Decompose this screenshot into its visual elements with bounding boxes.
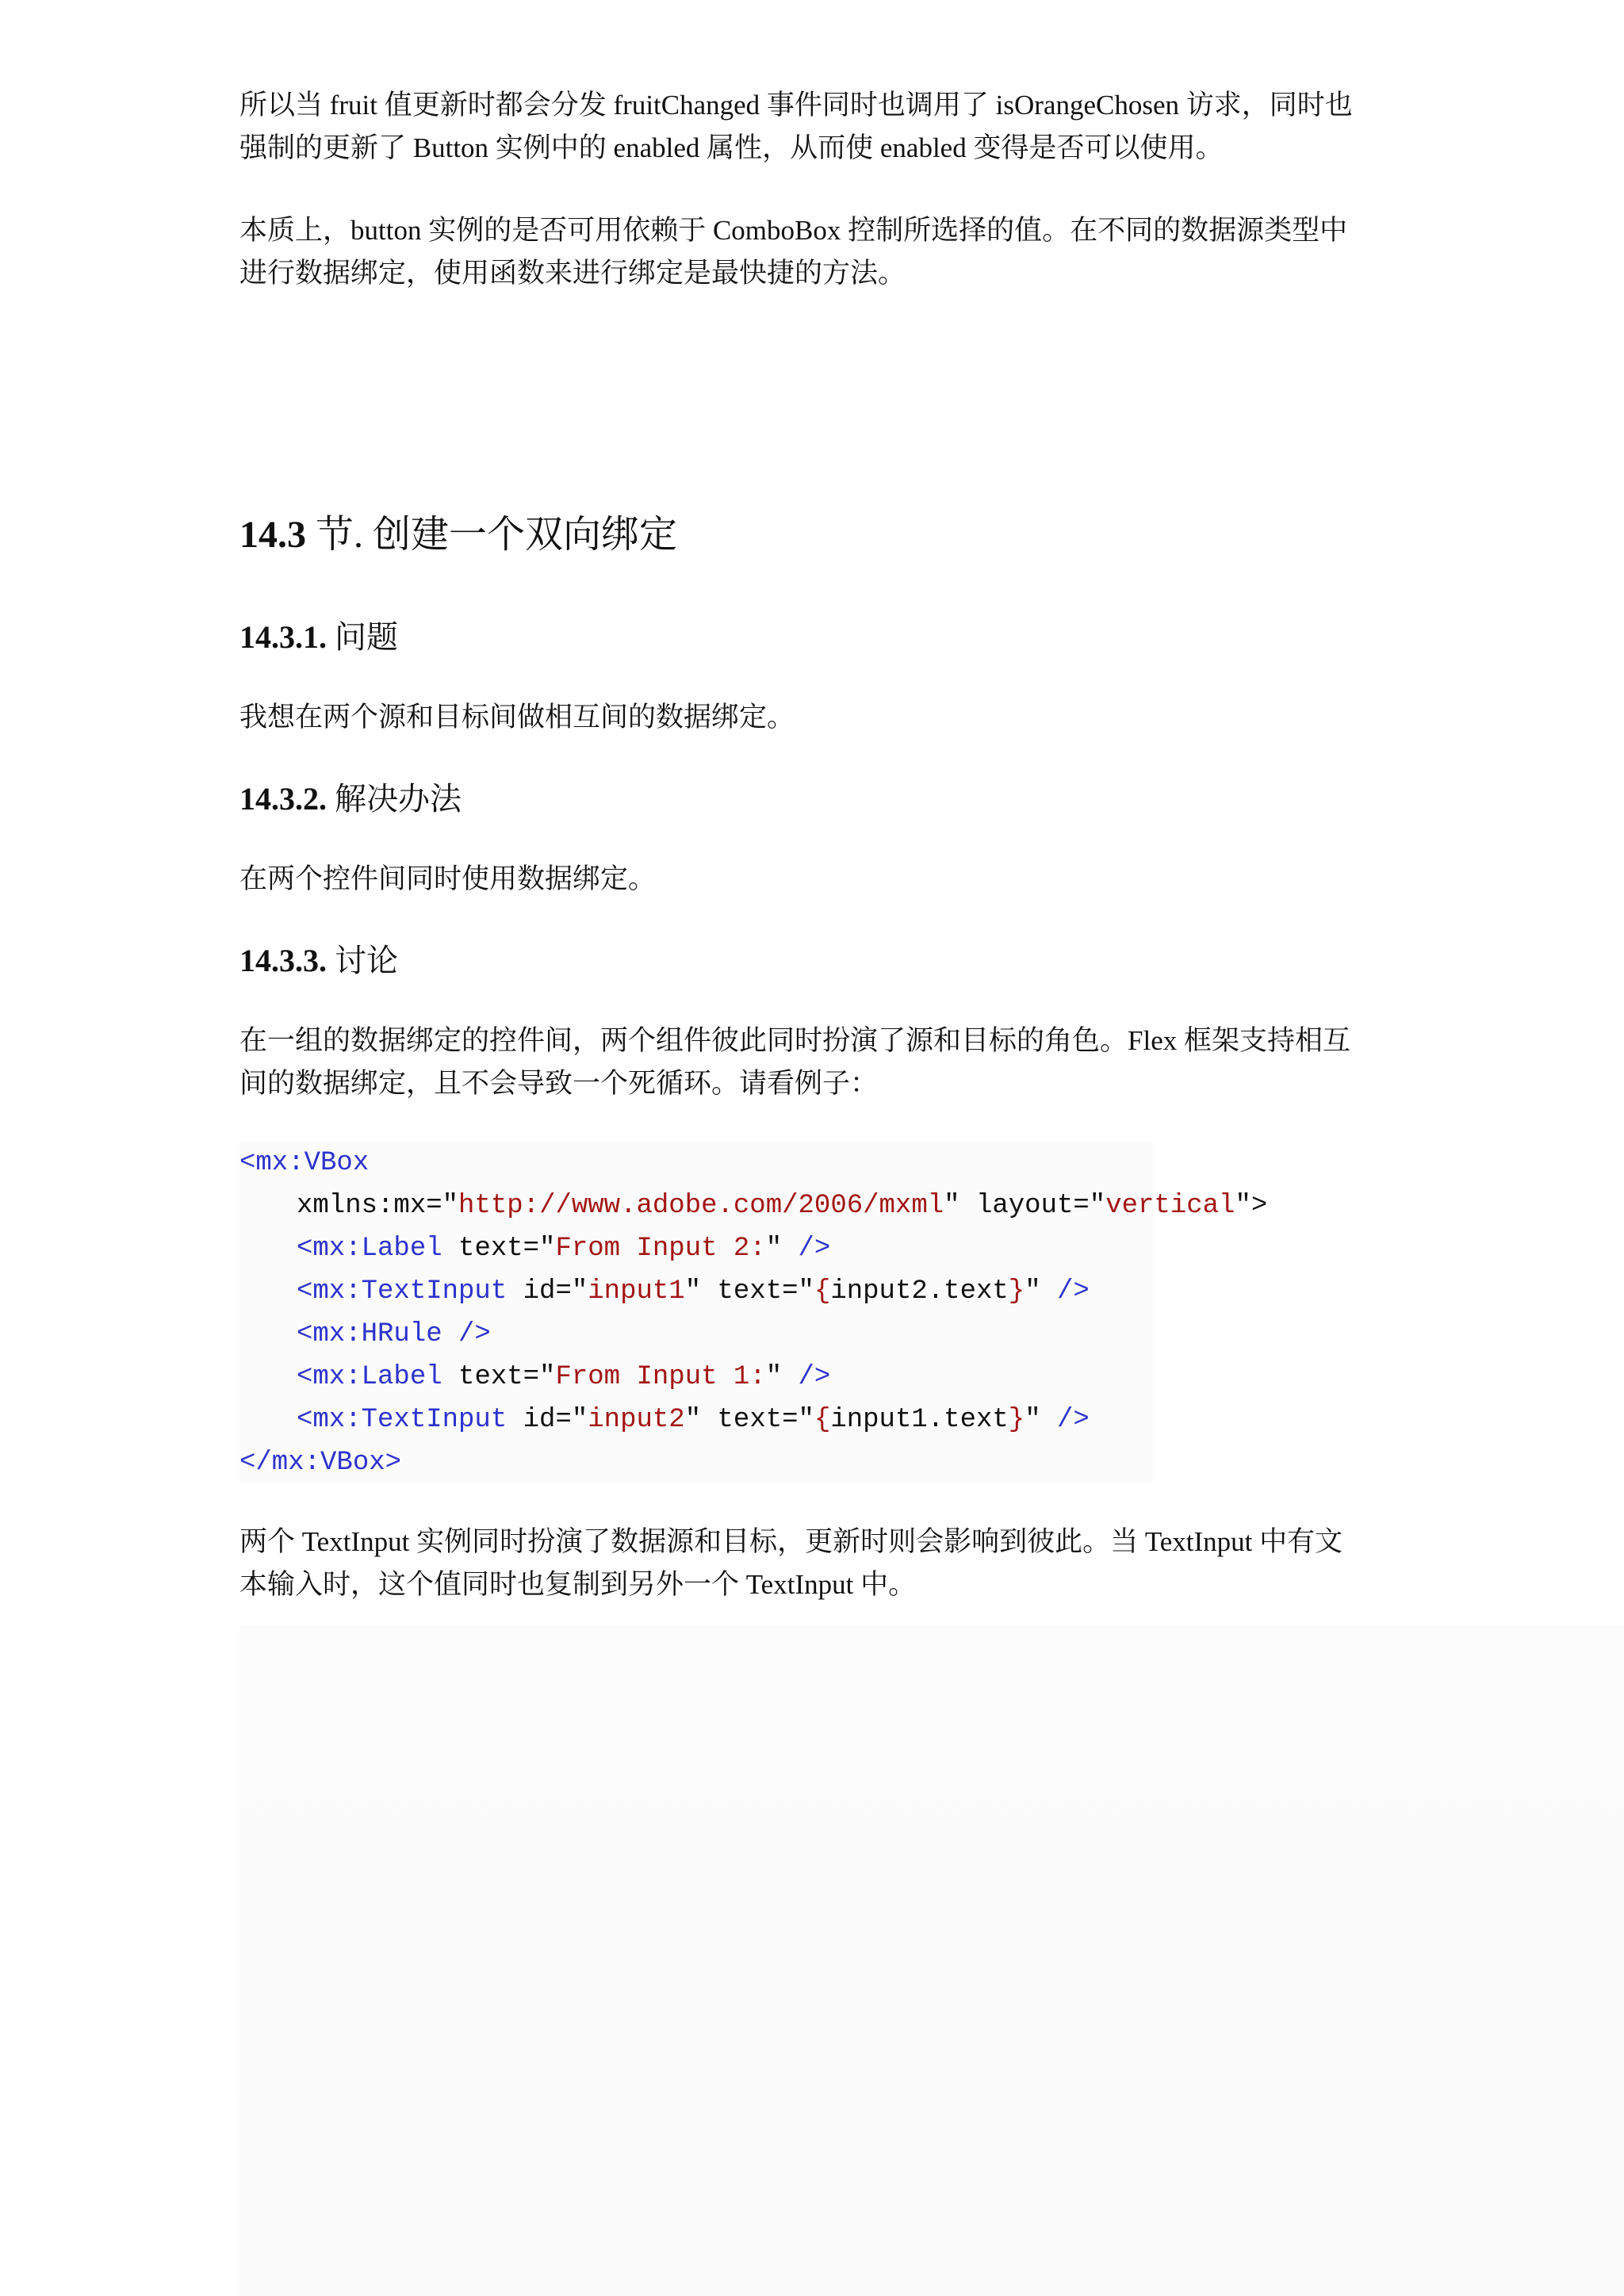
code-attr: id=" xyxy=(507,1276,588,1307)
section-number: 14.3 xyxy=(239,514,306,556)
paragraph-line: 间的数据绑定，且不会导致一个死循环。请看例子： xyxy=(239,1068,879,1099)
subsection-heading-problem xyxy=(239,614,398,660)
code-line xyxy=(239,1227,1153,1270)
subsection-title: 解决办法 xyxy=(327,781,462,817)
paragraph-button-depends xyxy=(239,209,1397,295)
code-attr: xmlns:mx=" xyxy=(297,1191,459,1221)
code-attr: " xyxy=(1025,1405,1041,1435)
code-tag: /> xyxy=(782,1362,831,1392)
code-line xyxy=(239,1356,1153,1399)
paragraph-line: 在一组的数据绑定的控件间，两个组件彼此同时扮演了源和目标的角色。Flex 框架支持相互 xyxy=(239,1025,1350,1056)
code-tag: <mx:HRule /> xyxy=(297,1319,491,1349)
code-value: } xyxy=(1008,1276,1025,1307)
code-tag: <mx:Label xyxy=(297,1234,442,1264)
section-heading xyxy=(239,507,677,563)
code-tag: </mx:VBox> xyxy=(239,1448,402,1478)
subsection-heading-discussion xyxy=(239,938,398,984)
code-expression: input2.text xyxy=(830,1276,1009,1307)
code-value: { xyxy=(814,1405,831,1435)
code-value: input2 xyxy=(588,1405,685,1435)
code-line xyxy=(239,1184,1268,1227)
subsection-number: 14.3.3. xyxy=(239,943,327,978)
paragraph-problem: 我想在两个源和目标间做相互间的数据绑定。 xyxy=(239,702,795,733)
code-block xyxy=(239,1142,1268,1484)
subsection-heading-solution xyxy=(239,776,462,822)
code-tag: /> xyxy=(1040,1405,1090,1435)
code-attr: " layout=" xyxy=(944,1191,1106,1221)
code-tag: /> xyxy=(1040,1276,1090,1307)
paragraph-closing xyxy=(239,1521,1397,1606)
code-attr: id=" xyxy=(507,1405,588,1435)
paragraph-discussion xyxy=(239,1020,1397,1105)
code-value: } xyxy=(1008,1405,1025,1435)
code-attr: " text=" xyxy=(684,1276,814,1307)
code-line xyxy=(239,1142,1153,1184)
code-line xyxy=(239,1399,1153,1441)
code-line xyxy=(239,1270,1153,1313)
paragraph-line: 强制的更新了 Button 实例中的 enabled 属性，从而使 enabled 变得是否可以使用。 xyxy=(239,132,1224,163)
code-value: From Input 2: xyxy=(555,1234,766,1264)
paragraph-line: 本输入时，这个值同时也复制到另外一个 TextInput 中。 xyxy=(239,1569,917,1600)
paragraph-line: 进行数据绑定，使用函数来进行绑定是最快捷的方法。 xyxy=(239,258,906,289)
code-tag: <mx:TextInput xyxy=(297,1276,508,1307)
code-value: http://www.adobe.com/2006/mxml xyxy=(458,1191,944,1221)
code-tag: <mx:VBox xyxy=(239,1148,370,1178)
code-attr: "> xyxy=(1235,1191,1268,1221)
subsection-title: 问题 xyxy=(327,619,398,655)
code-attr: text=" xyxy=(442,1234,556,1264)
code-tag: /> xyxy=(782,1234,831,1264)
code-expression: input1.text xyxy=(830,1405,1009,1435)
paragraph-line: 本质上，button 实例的是否可用依赖于 ComboBox 控制所选择的值。在不同的数据源类型中 xyxy=(239,215,1348,246)
paragraph-solution: 在两个控件间同时使用数据绑定。 xyxy=(239,863,657,894)
code-attr: " xyxy=(1025,1276,1041,1307)
paragraph-line: 所以当 fruit 值更新时都会分发 fruitChanged 事件同时也调用了 isOrangeChosen 访求，同时也 xyxy=(239,90,1353,121)
code-attr: " xyxy=(765,1234,783,1264)
subsection-title: 讨论 xyxy=(327,943,398,978)
code-value: { xyxy=(814,1276,831,1307)
code-attr: " xyxy=(765,1362,783,1392)
code-tag: <mx:Label xyxy=(297,1362,442,1392)
section-title: 节. 创建一个双向绑定 xyxy=(306,514,678,556)
paragraph-fruit-changed xyxy=(239,84,1397,170)
code-line xyxy=(239,1441,1153,1484)
code-value: vertical xyxy=(1105,1191,1235,1221)
subsection-number: 14.3.1. xyxy=(239,619,327,655)
code-value: From Input 1: xyxy=(555,1362,766,1392)
subsection-number: 14.3.2. xyxy=(239,781,327,817)
code-line xyxy=(239,1313,1153,1356)
code-attr: " text=" xyxy=(684,1405,814,1435)
code-value: input1 xyxy=(588,1276,685,1307)
page-shade xyxy=(239,1625,1624,2296)
code-attr: text=" xyxy=(442,1362,556,1392)
code-tag: <mx:TextInput xyxy=(297,1405,508,1435)
paragraph-line: 两个 TextInput 实例同时扮演了数据源和目标，更新时则会影响到彼此。当 TextInput 中有文 xyxy=(239,1526,1343,1557)
